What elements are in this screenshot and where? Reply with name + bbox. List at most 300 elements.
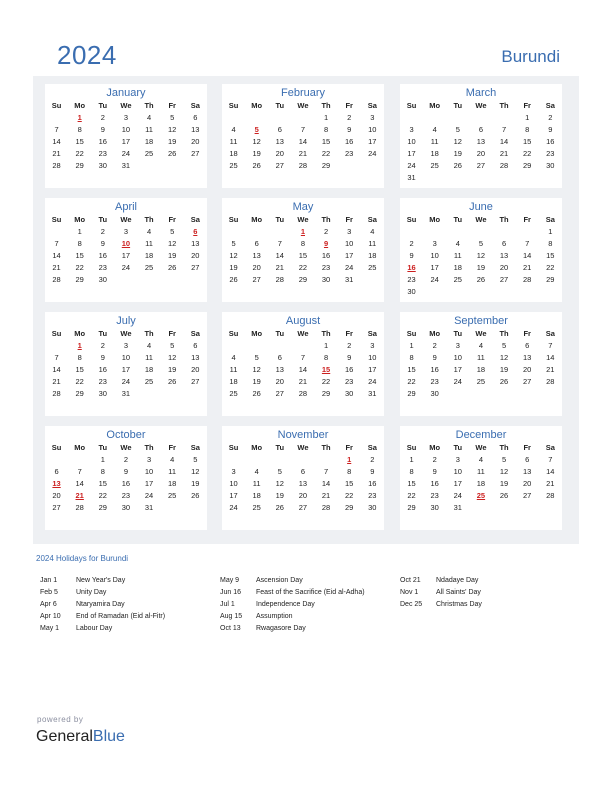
day-cell: 30 xyxy=(321,275,331,284)
day-cell: 3 xyxy=(370,113,375,122)
day-cell: 7 xyxy=(277,239,282,248)
week-row xyxy=(400,466,562,478)
week-row xyxy=(45,124,207,136)
day-cell: 7 xyxy=(501,125,507,134)
week-row xyxy=(222,478,384,490)
day-cell: 11 xyxy=(477,467,485,476)
weekday-label: Sa xyxy=(367,329,377,338)
holiday-name: Ascension Day xyxy=(256,577,303,584)
day-cell: 12 xyxy=(191,467,200,476)
week-row xyxy=(45,250,207,262)
weekday-label: Fr xyxy=(523,101,531,110)
weekday-label: Fr xyxy=(168,329,176,338)
day-cell: 25 xyxy=(252,503,261,512)
day-cell: 16 xyxy=(345,137,354,146)
day-cell: 24 xyxy=(453,491,462,500)
day-cell: 23 xyxy=(121,491,131,500)
day-cell: 9 xyxy=(370,467,375,476)
empty-cell xyxy=(516,388,539,400)
day-cell: 4 xyxy=(455,239,460,248)
day-cell: 9 xyxy=(548,125,553,134)
day-cell: 19 xyxy=(168,137,177,146)
day-cell: 21 xyxy=(499,149,509,158)
empty-cell xyxy=(446,286,469,298)
day-cell: 10 xyxy=(229,479,238,488)
country-name: Burundi xyxy=(501,47,560,66)
week-row xyxy=(45,478,207,490)
day-cell: 2 xyxy=(370,455,375,464)
week-row xyxy=(222,160,384,172)
day-cell: 14 xyxy=(75,479,84,488)
day-cell: 20 xyxy=(275,377,284,386)
day-cell: 19 xyxy=(499,479,509,488)
weekday-label: Su xyxy=(406,443,417,452)
day-cell: 20 xyxy=(499,263,509,272)
day-cell: 12 xyxy=(275,479,284,488)
day-cell: 29 xyxy=(98,503,107,512)
week-row xyxy=(400,376,562,388)
weekday-label: Tu xyxy=(453,443,463,452)
day-cell: 4 xyxy=(370,227,375,236)
day-cell: 11 xyxy=(453,251,462,260)
day-cell: 3 xyxy=(123,227,129,236)
day-cell: 15 xyxy=(75,365,84,374)
day-cell: 1 xyxy=(409,455,414,464)
day-cell: 28 xyxy=(52,161,61,170)
day-cell: 26 xyxy=(252,161,261,170)
weekday-label: Mo xyxy=(429,329,441,338)
day-cell: 9 xyxy=(123,467,129,476)
day-cell: 30 xyxy=(345,389,354,398)
holiday-date: Aug 15 xyxy=(220,613,243,620)
empty-cell xyxy=(222,112,245,124)
day-cell: 21 xyxy=(298,377,308,386)
day-cell: 6 xyxy=(525,455,530,464)
day-cell: 29 xyxy=(407,389,416,398)
empty-cell xyxy=(493,286,516,298)
weekday-label: Mo xyxy=(251,329,263,338)
weekday-label: Th xyxy=(321,329,331,338)
day-cell: 14 xyxy=(298,365,308,374)
weekday-header xyxy=(45,328,207,340)
day-cell: 29 xyxy=(546,275,555,284)
day-cell: 30 xyxy=(98,389,107,398)
day-cell: 2 xyxy=(323,227,329,236)
day-cell: 4 xyxy=(146,113,152,122)
day-cell: 5 xyxy=(170,227,175,236)
holiday-date: Feb 5 xyxy=(40,589,58,596)
week-row xyxy=(45,148,207,160)
day-cell: 30 xyxy=(98,275,107,284)
day-cell: 30 xyxy=(368,503,377,512)
weekday-label: Sa xyxy=(190,215,200,224)
weekday-label: Su xyxy=(406,101,417,110)
month-may xyxy=(222,198,384,302)
day-cell: 25 xyxy=(229,389,238,398)
month-march xyxy=(400,84,562,188)
day-cell: 21 xyxy=(298,149,308,158)
day-cell: 30 xyxy=(430,503,439,512)
day-cell: 6 xyxy=(300,467,306,476)
day-cell: 30 xyxy=(98,161,107,170)
day-cell: 12 xyxy=(252,137,261,146)
day-cell: 22 xyxy=(298,263,308,272)
day-cell: 24 xyxy=(121,377,131,386)
day-cell: 27 xyxy=(499,275,509,284)
day-cell: 26 xyxy=(168,263,177,272)
week-row xyxy=(400,124,562,136)
day-cell: 1 xyxy=(323,341,329,350)
day-cell: 18 xyxy=(144,137,154,146)
day-cell: 14 xyxy=(546,353,555,362)
month-december xyxy=(400,426,562,530)
month-name: May xyxy=(292,201,314,213)
week-row xyxy=(222,226,384,238)
day-cell: 27 xyxy=(52,503,61,512)
empty-cell xyxy=(539,172,562,184)
holiday-name: Unity Day xyxy=(76,589,107,596)
day-cell: 9 xyxy=(432,353,437,362)
day-cell: 24 xyxy=(229,503,238,512)
weekday-label: Su xyxy=(51,101,62,110)
day-cell: 31 xyxy=(121,389,131,398)
day-cell: 20 xyxy=(523,365,532,374)
week-row xyxy=(222,352,384,364)
week-row xyxy=(222,454,384,466)
week-row xyxy=(45,352,207,364)
day-cell: 4 xyxy=(170,455,175,464)
day-cell: 12 xyxy=(499,467,509,476)
week-row xyxy=(222,466,384,478)
day-cell: 28 xyxy=(298,389,308,398)
weekday-label: Th xyxy=(499,101,509,110)
weekday-label: Th xyxy=(144,443,154,452)
day-cell: 5 xyxy=(170,113,175,122)
weekday-header xyxy=(45,442,207,454)
day-cell: 2 xyxy=(100,341,105,350)
day-cell: 16 xyxy=(98,365,107,374)
empty-cell xyxy=(245,454,268,466)
week-row xyxy=(400,226,562,238)
day-cell: 25 xyxy=(368,263,377,272)
weekday-header xyxy=(222,100,384,112)
holiday-column xyxy=(400,575,482,611)
day-cell: 18 xyxy=(144,251,154,260)
day-cell: 6 xyxy=(525,341,530,350)
month-september xyxy=(400,312,562,416)
day-cell: 2 xyxy=(100,113,105,122)
holiday-name: New Year's Day xyxy=(76,577,126,584)
day-cell: 13 xyxy=(191,239,200,248)
weekday-label: Tu xyxy=(275,215,285,224)
day-cell: 19 xyxy=(191,479,200,488)
day-cell: 11 xyxy=(145,125,153,134)
day-cell: 4 xyxy=(478,341,484,350)
week-row xyxy=(222,136,384,148)
weekday-header xyxy=(222,442,384,454)
week-row xyxy=(222,262,384,274)
weekday-label: Tu xyxy=(453,215,463,224)
day-cell: 5 xyxy=(231,239,236,248)
day-cell: 3 xyxy=(455,341,460,350)
weekday-label: Sa xyxy=(367,215,377,224)
weekday-label: Mo xyxy=(251,101,263,110)
day-cell: 26 xyxy=(476,275,486,284)
day-cell: 27 xyxy=(191,149,200,158)
holiday-item xyxy=(220,611,365,623)
day-cell: 18 xyxy=(476,479,486,488)
day-cell: 7 xyxy=(54,353,59,362)
day-cell: 25 xyxy=(168,491,177,500)
day-cell: 13 xyxy=(252,251,261,260)
powered-by-label: powered by xyxy=(37,715,84,724)
weekday-header xyxy=(400,442,562,454)
day-cell: 29 xyxy=(523,161,532,170)
day-cell: 29 xyxy=(75,275,84,284)
day-cell: 17 xyxy=(430,263,439,272)
brand-logo[interactable] xyxy=(36,728,125,746)
day-cell: 29 xyxy=(345,503,354,512)
weekday-label: We xyxy=(475,101,487,110)
day-cell: 29 xyxy=(321,389,331,398)
day-cell: 19 xyxy=(453,149,462,158)
weekday-label: Mo xyxy=(429,101,441,110)
empty-cell xyxy=(68,454,91,466)
day-cell: 27 xyxy=(523,377,532,386)
empty-cell xyxy=(245,112,268,124)
holiday-item xyxy=(40,623,165,635)
day-cell: 19 xyxy=(476,263,486,272)
month-name: April xyxy=(114,201,137,213)
week-row xyxy=(400,454,562,466)
empty-cell xyxy=(539,388,562,400)
weekday-label: Th xyxy=(499,443,509,452)
week-row xyxy=(45,490,207,502)
day-cell: 30 xyxy=(121,503,131,512)
day-cell: 13 xyxy=(191,125,200,134)
day-cell: 28 xyxy=(298,161,308,170)
day-cell: 21 xyxy=(52,149,61,158)
day-cell: 22 xyxy=(546,263,555,272)
week-row xyxy=(400,172,562,184)
day-cell: 17 xyxy=(368,137,377,146)
holiday-name: Rwagasore Day xyxy=(256,625,306,632)
holiday-day-cell: 13 xyxy=(52,479,61,488)
day-cell: 20 xyxy=(191,137,200,146)
empty-cell xyxy=(161,502,184,514)
day-cell: 22 xyxy=(523,149,532,158)
holiday-item xyxy=(40,611,165,623)
day-cell: 10 xyxy=(453,353,462,362)
week-row xyxy=(400,160,562,172)
week-row xyxy=(45,340,207,352)
weekday-label: We xyxy=(120,215,132,224)
day-cell: 10 xyxy=(345,239,354,248)
weekday-label: Mo xyxy=(74,101,86,110)
day-cell: 24 xyxy=(430,275,439,284)
weekday-label: We xyxy=(297,329,309,338)
weekday-label: We xyxy=(120,443,132,452)
weekday-label: Fr xyxy=(523,329,531,338)
day-cell: 25 xyxy=(229,161,238,170)
day-cell: 8 xyxy=(100,467,105,476)
day-cell: 15 xyxy=(523,137,532,146)
empty-cell xyxy=(493,172,516,184)
weekday-header xyxy=(45,100,207,112)
month-april xyxy=(45,198,207,302)
day-cell: 9 xyxy=(347,125,352,134)
empty-cell xyxy=(469,226,492,238)
weekday-label: Tu xyxy=(275,443,285,452)
day-cell: 6 xyxy=(254,239,259,248)
week-row xyxy=(400,262,562,274)
holiday-date: Nov 1 xyxy=(400,589,419,596)
day-cell: 31 xyxy=(345,275,354,284)
day-cell: 5 xyxy=(478,239,484,248)
day-cell: 12 xyxy=(453,137,462,146)
empty-cell xyxy=(45,340,68,352)
empty-cell xyxy=(268,454,291,466)
day-cell: 31 xyxy=(368,389,377,398)
holiday-day-cell: 1 xyxy=(300,227,306,236)
holiday-item xyxy=(220,575,365,587)
month-name: February xyxy=(280,87,326,99)
holiday-name: Christmas Day xyxy=(436,601,482,608)
day-cell: 3 xyxy=(123,113,129,122)
day-cell: 22 xyxy=(321,377,331,386)
day-cell: 20 xyxy=(298,491,308,500)
day-cell: 6 xyxy=(478,125,484,134)
day-cell: 20 xyxy=(52,491,61,500)
weekday-label: Fr xyxy=(168,101,176,110)
day-cell: 3 xyxy=(347,227,352,236)
day-cell: 28 xyxy=(52,389,61,398)
week-row xyxy=(222,376,384,388)
week-row xyxy=(400,238,562,250)
day-cell: 7 xyxy=(300,125,306,134)
day-cell: 13 xyxy=(191,353,200,362)
weekday-label: Sa xyxy=(367,101,377,110)
empty-cell xyxy=(268,112,291,124)
week-row xyxy=(45,454,207,466)
day-cell: 17 xyxy=(121,365,131,374)
day-cell: 16 xyxy=(430,479,439,488)
day-cell: 23 xyxy=(430,491,439,500)
month-name: July xyxy=(116,315,136,327)
empty-cell xyxy=(400,112,423,124)
day-cell: 26 xyxy=(499,491,509,500)
day-cell: 10 xyxy=(121,125,131,134)
empty-cell xyxy=(423,172,446,184)
day-cell: 6 xyxy=(193,113,198,122)
day-cell: 15 xyxy=(546,251,555,260)
day-cell: 24 xyxy=(144,491,154,500)
day-cell: 22 xyxy=(321,149,331,158)
day-cell: 28 xyxy=(75,503,84,512)
weekday-label: We xyxy=(297,101,309,110)
weekday-label: Su xyxy=(406,215,417,224)
empty-cell xyxy=(315,454,338,466)
day-cell: 25 xyxy=(144,149,154,158)
day-cell: 9 xyxy=(100,353,105,362)
day-cell: 26 xyxy=(252,389,261,398)
day-cell: 10 xyxy=(453,467,462,476)
day-cell: 12 xyxy=(168,125,177,134)
day-cell: 10 xyxy=(144,467,154,476)
month-name: October xyxy=(106,429,146,441)
day-cell: 15 xyxy=(407,479,416,488)
week-row xyxy=(45,238,207,250)
holiday-date: Apr 10 xyxy=(40,613,61,620)
empty-cell xyxy=(291,454,314,466)
weekday-label: Tu xyxy=(275,329,285,338)
day-cell: 27 xyxy=(252,275,261,284)
empty-cell xyxy=(184,274,207,286)
day-cell: 25 xyxy=(144,377,154,386)
day-cell: 13 xyxy=(499,251,509,260)
day-cell: 28 xyxy=(52,275,61,284)
holiday-item xyxy=(220,587,365,599)
holiday-name: Ndadaye Day xyxy=(436,577,479,584)
calendar-grid xyxy=(33,76,579,544)
day-cell: 4 xyxy=(432,125,437,134)
day-cell: 6 xyxy=(501,239,507,248)
empty-cell xyxy=(446,388,469,400)
day-cell: 8 xyxy=(323,353,329,362)
weekday-label: Tu xyxy=(98,215,108,224)
day-cell: 3 xyxy=(123,341,129,350)
empty-cell xyxy=(446,226,469,238)
day-cell: 3 xyxy=(370,341,375,350)
day-cell: 15 xyxy=(75,137,84,146)
day-cell: 15 xyxy=(298,251,308,260)
week-row xyxy=(45,226,207,238)
day-cell: 2 xyxy=(347,341,352,350)
day-cell: 30 xyxy=(430,389,439,398)
day-cell: 2 xyxy=(409,239,414,248)
empty-cell xyxy=(184,502,207,514)
weekday-label: Th xyxy=(144,329,154,338)
weekday-label: Tu xyxy=(453,329,463,338)
day-cell: 7 xyxy=(323,467,329,476)
day-cell: 21 xyxy=(275,263,284,272)
empty-cell xyxy=(222,226,245,238)
week-row xyxy=(45,502,207,514)
day-cell: 11 xyxy=(477,353,485,362)
weekday-label: Tu xyxy=(275,101,285,110)
holiday-name: End of Ramadan (Eid al-Fitr) xyxy=(76,613,166,620)
holiday-date: May 9 xyxy=(220,577,240,584)
day-cell: 9 xyxy=(347,353,352,362)
day-cell: 15 xyxy=(321,137,331,146)
day-cell: 29 xyxy=(75,389,84,398)
weekday-label: Tu xyxy=(98,101,108,110)
day-cell: 11 xyxy=(368,239,377,248)
day-cell: 13 xyxy=(298,479,308,488)
weekday-label: Su xyxy=(228,101,239,110)
empty-cell xyxy=(338,160,361,172)
day-cell: 8 xyxy=(548,239,553,248)
day-cell: 28 xyxy=(523,275,532,284)
day-cell: 8 xyxy=(525,125,530,134)
weekday-label: Mo xyxy=(251,443,263,452)
empty-cell xyxy=(291,112,314,124)
holiday-day-cell: 9 xyxy=(323,239,329,248)
day-cell: 17 xyxy=(229,491,238,500)
day-cell: 10 xyxy=(368,353,377,362)
weekday-label: Th xyxy=(144,101,154,110)
day-cell: 16 xyxy=(345,365,354,374)
